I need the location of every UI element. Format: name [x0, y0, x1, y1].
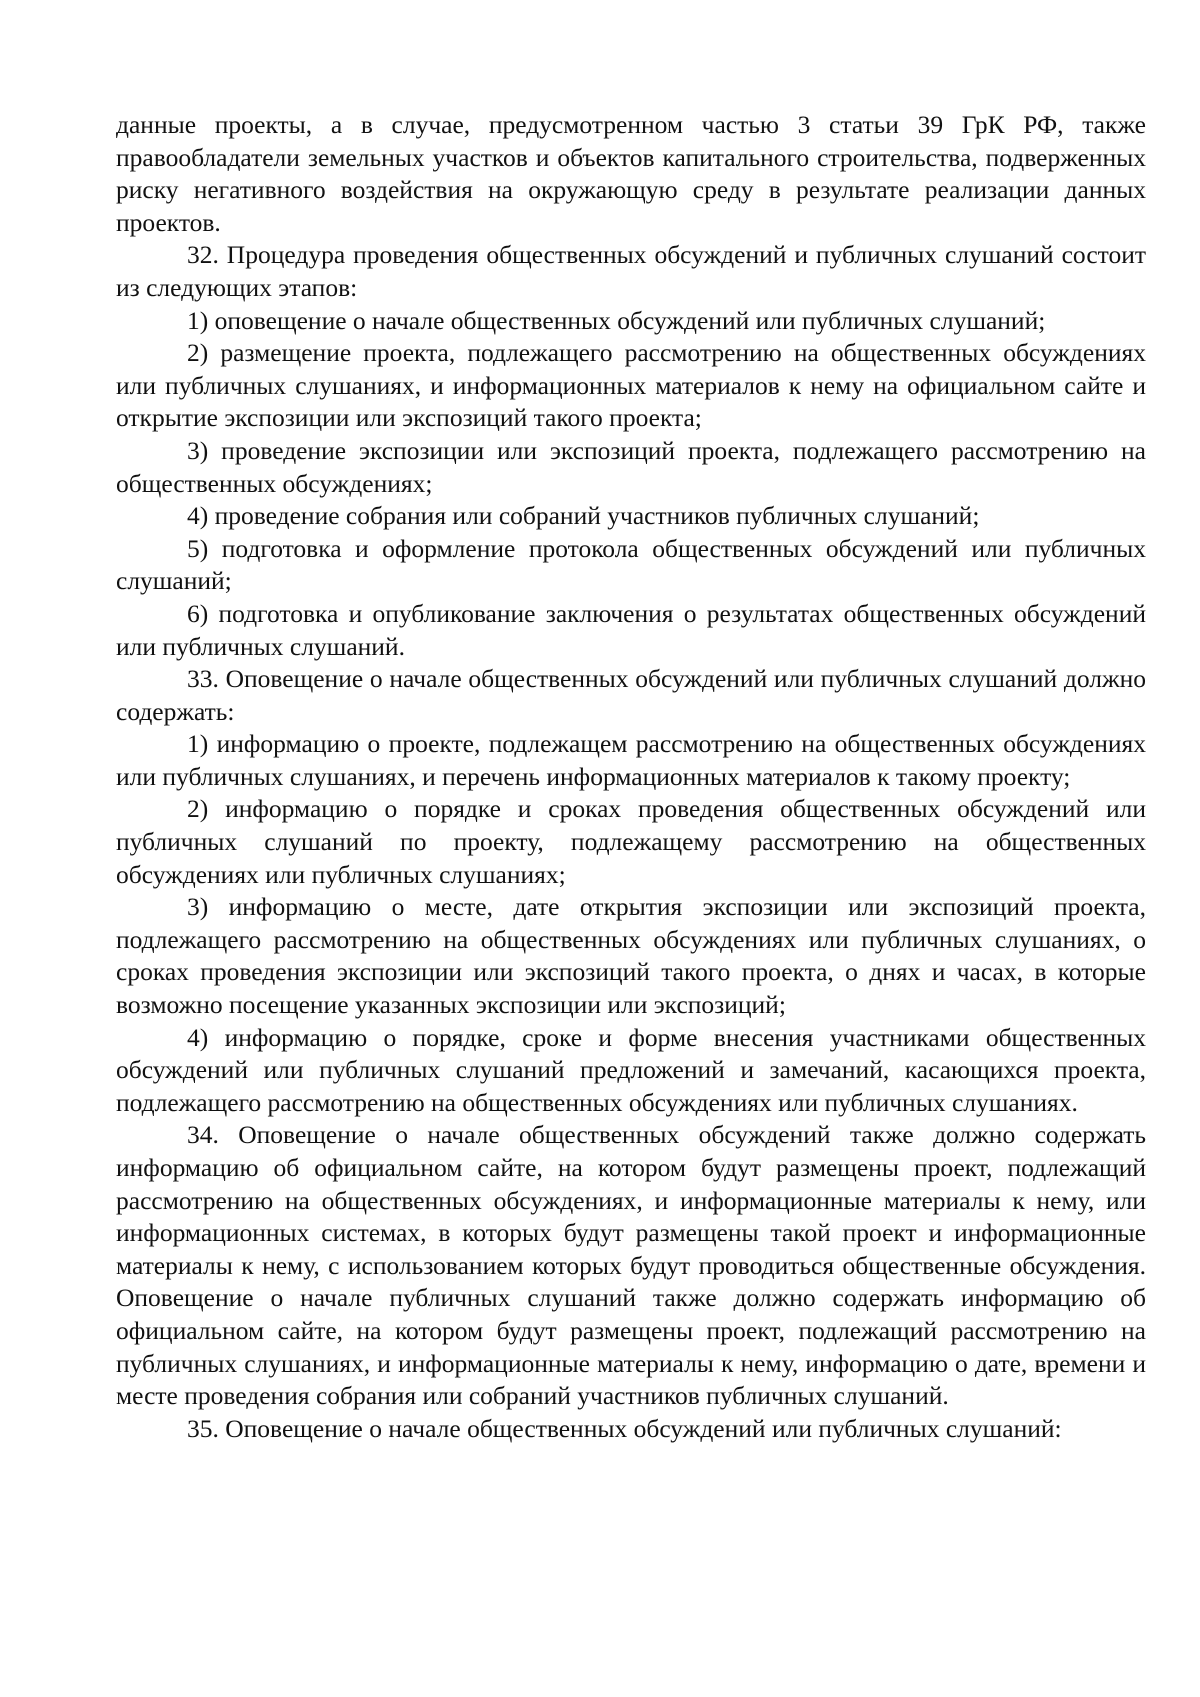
paragraph-continuation: данные проекты, а в случае, предусмотренном частью 3 статьи 39 ГрК РФ, также правообладатели земельных участков и объектов капитального строительства, подверженных риску негативного воздействия на окружающую среду в результате реализации данных проектов. — [116, 110, 1146, 237]
paragraph-33-item-3: 3) информацию о месте, дате открытия экспозиции или экспозиций проекта, подлежащего рассмотрению на общественных обсуждениях или публичных слушаниях, о сроках проведения экспозиции или экспозиций такого проекта, о днях и часах, в которые возможно посещение указанных экспозиции или экспозиций; — [116, 892, 1146, 1020]
paragraph-33-item-1: 1) информацию о проекте, подлежащем рассмотрению на общественных обсуждениях или публичных слушаниях, и перечень информационных материалов к такому проекту; — [116, 729, 1146, 791]
paragraph-34: 34. Оповещение о начале общественных обсуждений также должно содержать информацию об официальном сайте, на котором будут размещены проект, подлежащий рассмотрению на общественных обсуждениях, и информационные материалы к нему, или информационных системах, в которых будут размещены такой проект и информационные материалы к нему, с использованием которых будут проводиться общественные обсуждения. Оповещение о начале публичных слушаний также должно содержать информацию об официальном сайте, на котором будут размещены проект, подлежащий рассмотрению на публичных слушаниях, и информационные материалы к нему, информацию о дате, времени и месте проведения собрания или собраний участников публичных слушаний. — [116, 1120, 1146, 1411]
paragraph-35: 35. Оповещение о начале общественных обсуждений или публичных слушаний: — [187, 1413, 1062, 1443]
document-page — [116, 109, 1146, 1445]
paragraph-32: 32. Процедура проведения общественных обсуждений и публичных слушаний состоит из следующих этапов: — [116, 240, 1146, 302]
paragraph-33: 33. Оповещение о начале общественных обсуждений или публичных слушаний должно содержать: — [116, 664, 1146, 726]
paragraph-33-item-2: 2) информацию о порядке и сроках проведения общественных обсуждений или публичных слушаний по проекту, подлежащему рассмотрению на общественных обсуждениях или публичных слушаниях; — [116, 794, 1146, 889]
paragraph-32-item-1: 1) оповещение о начале общественных обсуждений или публичных слушаний; — [187, 305, 1046, 335]
paragraph-33-item-4: 4) информацию о порядке, сроке и форме внесения участниками общественных обсуждений или публичных слушаний предложений и замечаний, касающихся проекта, подлежащего рассмотрению на общественных обсуждениях или публичных слушаниях. — [116, 1022, 1146, 1117]
paragraph-32-item-2: 2) размещение проекта, подлежащего рассмотрению на общественных обсуждениях или публичных слушаниях, и информационных материалов к нему на официальном сайте и открытие экспозиции или экспозиций такого проекта; — [116, 338, 1146, 433]
paragraph-32-item-4: 4) проведение собрания или собраний участников публичных слушаний; — [187, 501, 980, 531]
paragraph-32-item-3: 3) проведение экспозиции или экспозиций проекта, подлежащего рассмотрению на общественных обсуждениях; — [116, 435, 1146, 498]
paragraph-32-item-5: 5) подготовка и оформление протокола общественных обсуждений или публичных слушаний; — [116, 533, 1146, 596]
paragraph-32-item-6: 6) подготовка и опубликование заключения о результатах общественных обсуждений или публичных слушаний. — [116, 598, 1146, 661]
